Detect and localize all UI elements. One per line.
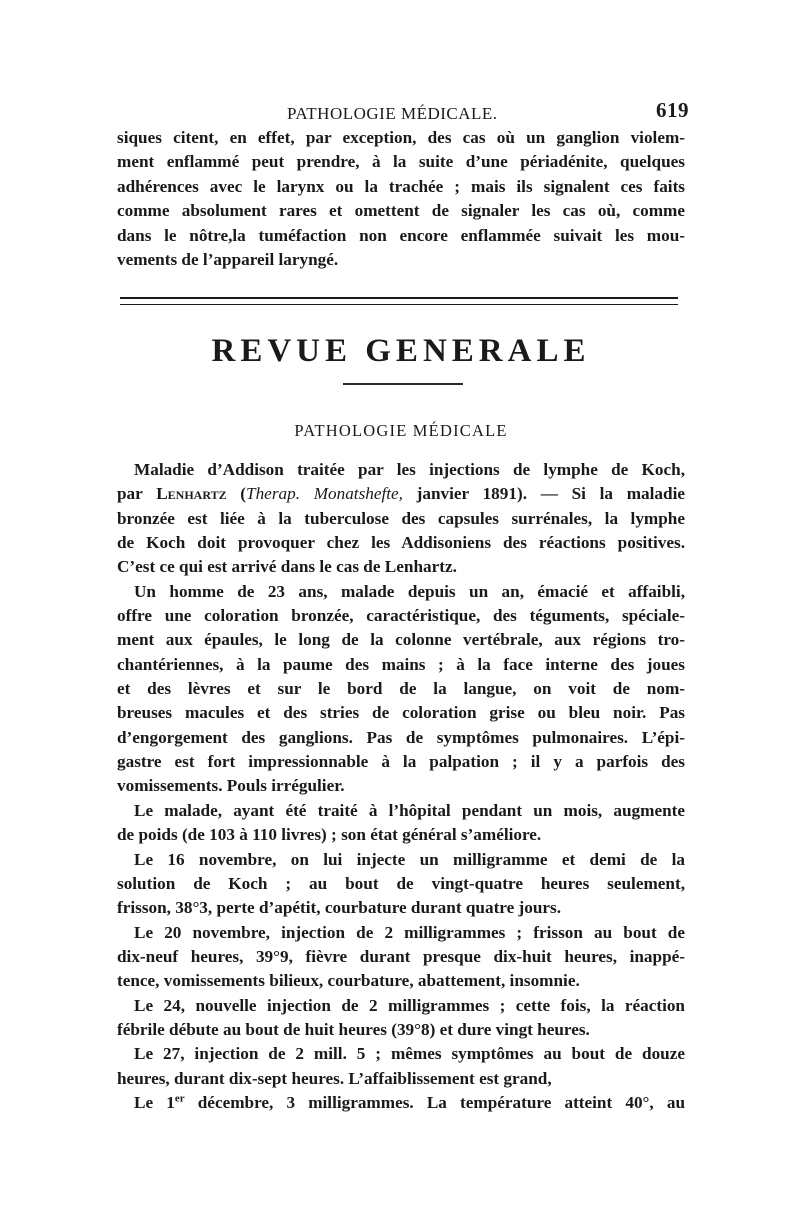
text-line: offre une coloration bronzée, caractéristique, des téguments, spéciale- xyxy=(117,606,685,626)
article-title: Maladie d’Addison traitée par les injections de lymphe de Koch, xyxy=(134,460,685,479)
text-line: breuses macules et des stries de coloration grise ou bleu noir. Pas xyxy=(117,703,685,723)
text-line: Le 27, injection de 2 mill. 5 ; mêmes symptômes au bout de douze xyxy=(134,1044,685,1064)
text-line: Le 1er décembre, 3 milligrammes. La température atteint 40°, au xyxy=(134,1092,686,1112)
article-byline xyxy=(117,482,685,506)
text-line: siques citent, en effet, par exception, des cas où un ganglion violem- xyxy=(117,128,685,147)
text-line: C’est ce qui est arrivé dans le cas de Lenhartz. xyxy=(117,557,457,577)
text-line: vements de l’appareil laryngé. xyxy=(117,250,339,270)
text-line: ment aux épaules, le long de la colonne vertébrale, aux régions tro- xyxy=(117,630,685,650)
text-line: Le malade, ayant été traité à l’hôpital pendant un mois, augmente xyxy=(134,800,685,820)
text-line: solution de Koch ; au bout de vingt-quatre heures seulement, xyxy=(117,873,685,893)
text-line: Un homme de 23 ans, malade depuis un an, émacié et affaibli, xyxy=(134,581,685,601)
text-line: tence, vomissements bilieux, courbature, abattement, insomnie. xyxy=(117,971,580,991)
title-underline-rule xyxy=(343,383,463,385)
text-line: dans le nôtre,la tuméfaction non encore enflammée suivait les mou- xyxy=(117,225,685,245)
text-line: heures, durant dix-sept heures. L’affaiblissement est grand, xyxy=(117,1068,552,1088)
article-body xyxy=(117,458,685,1115)
text-line: bronzée est liée à la tuberculose des capsules surrénales, la lymphe xyxy=(117,508,685,528)
text-line: chantériennes, à la paume des mains ; à la face interne des joues xyxy=(117,654,685,674)
page-number: 619 xyxy=(656,98,689,122)
source-open: ( xyxy=(226,484,247,504)
text-line: dix-neuf heures, 39°9, fièvre durant presque dix-huit heures, inappé- xyxy=(117,946,685,966)
text-line: d’engorgement des ganglions. Pas de symptômes pulmonaires. L’épi- xyxy=(117,727,685,747)
section-title: REVUE GENERALE xyxy=(211,333,591,369)
text-line: fébrile débute au bout de huit heures (39°8) et dure vingt heures. xyxy=(117,1019,590,1039)
text-line: frisson, 38°3, perte d’apétit, courbature durant quatre jours. xyxy=(117,898,562,918)
running-title: PATHOLOGIE MÉDICALE. xyxy=(287,104,498,123)
article-author: Lenhartz xyxy=(156,484,227,504)
continuation-paragraph xyxy=(117,126,685,272)
section-divider-rule xyxy=(120,297,678,299)
byline-prefix: par xyxy=(117,484,157,504)
text-line: Le 16 novembre, on lui injecte un milligramme et demi de la xyxy=(134,849,685,869)
text-line: gastre est fort impressionnable à la palpation ; il y a parfois des xyxy=(117,752,685,772)
running-head xyxy=(117,98,689,128)
text-line: de Koch doit provoquer chez les Addisoniens des réactions positives. xyxy=(117,533,685,553)
journal-name: Therap. Monatshefte, xyxy=(246,484,403,504)
text-line: et des lèvres et sur le bord de la langue, on voit de nom- xyxy=(117,679,685,699)
text-line: Le 20 novembre, injection de 2 milligrammes ; frisson au bout de xyxy=(134,922,685,942)
text-line: comme absolument rares et omettent de signaler les cas où, comme xyxy=(117,201,685,221)
text-line: Le 24, nouvelle injection de 2 milligrammes ; cette fois, la réaction xyxy=(134,995,685,1015)
text-line: adhérences avec le larynx ou la trachée ; mais ils signalent ces faits xyxy=(117,176,685,196)
section-subtitle: PATHOLOGIE MÉDICALE xyxy=(294,421,508,440)
publication-date: janvier 1891). — Si la maladie xyxy=(402,484,685,504)
section-divider-rule xyxy=(120,304,678,305)
text-line: de poids (de 103 à 110 livres) ; son état général s’améliore. xyxy=(117,825,542,845)
text-line: ment enflammé peut prendre, à la suite d’une périadénite, quelques xyxy=(117,152,685,172)
text-line: vomissements. Pouls irrégulier. xyxy=(117,776,345,796)
